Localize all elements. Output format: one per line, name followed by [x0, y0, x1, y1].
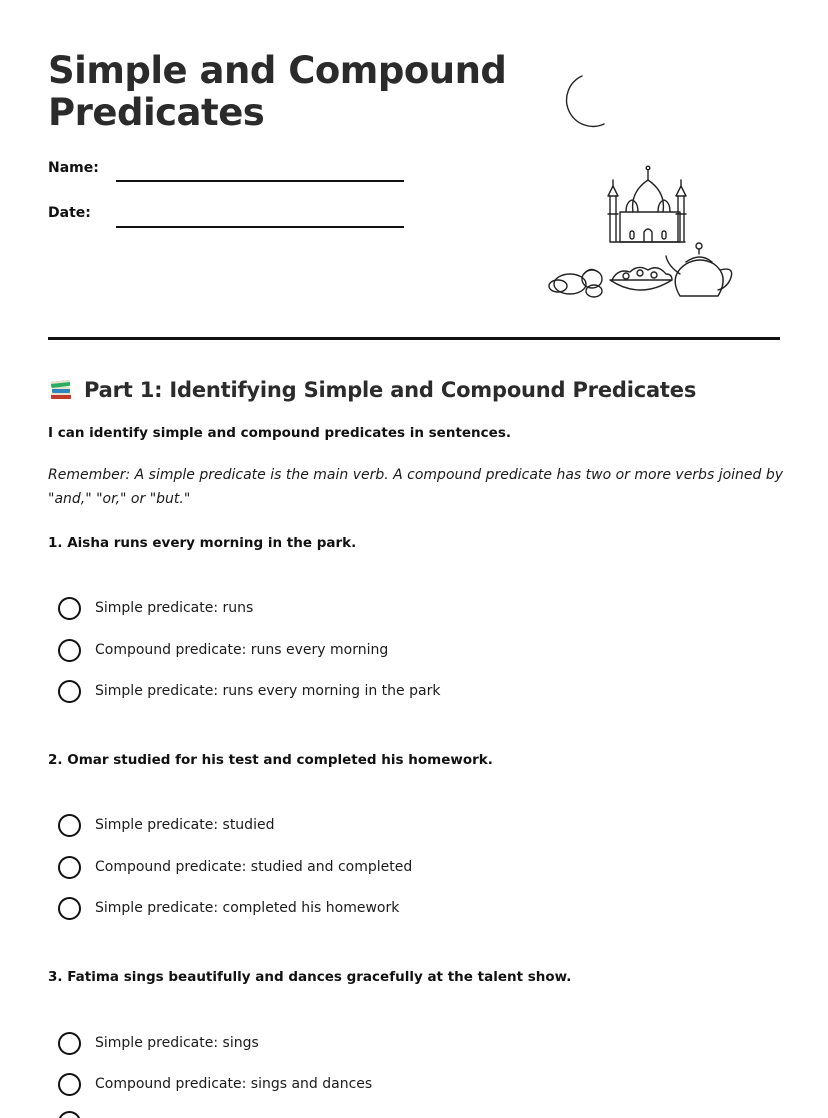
- ramadan-illustration-icon: [540, 66, 740, 306]
- option-label: Simple predicate: sings: [95, 1035, 259, 1051]
- answer-option[interactable]: [58, 1072, 372, 1096]
- answer-option[interactable]: [58, 679, 440, 703]
- radio-button[interactable]: [58, 1111, 81, 1118]
- radio-button[interactable]: [58, 680, 81, 703]
- part1-heading-text: Part 1: Identifying Simple and Compound Predicates: [84, 378, 697, 402]
- answer-option[interactable]: [58, 638, 388, 662]
- option-label: Compound predicate: sings and dances: [95, 1076, 373, 1092]
- answer-option[interactable]: [58, 813, 274, 837]
- answer-option[interactable]: [58, 855, 412, 879]
- option-label: Simple predicate: studied: [95, 817, 275, 833]
- teapot-icon: [666, 243, 732, 296]
- learning-objective: I can identify simple and compound predicates in sentences.: [48, 425, 511, 441]
- option-label: Compound predicate: studied and completed: [95, 859, 413, 875]
- remember-note: Remember: A simple predicate is the main verb. A compound predicate has two or more verbs joined by "and," "or," or "but.": [48, 467, 784, 507]
- mosque-icon: [608, 166, 686, 242]
- radio-button[interactable]: [58, 897, 81, 920]
- dates-fruit-icon: [549, 269, 602, 297]
- crescent-moon-icon: [567, 76, 604, 126]
- radio-button[interactable]: [58, 639, 81, 662]
- answer-option-partial[interactable]: [58, 1110, 81, 1118]
- radio-button[interactable]: [58, 856, 81, 879]
- answer-option[interactable]: [58, 1031, 259, 1055]
- worksheet-title: Simple and Compound Predicates: [48, 49, 507, 134]
- part1-heading: [48, 374, 696, 406]
- option-label: Compound predicate: runs every morning: [95, 642, 389, 658]
- date-input-line[interactable]: [116, 226, 404, 228]
- name-label: Name:: [48, 160, 99, 176]
- question-prompt: 3. Fatima sings beautifully and dances gracefully at the talent show.: [48, 969, 572, 985]
- answer-option[interactable]: [58, 596, 253, 620]
- question-prompt: 2. Omar studied for his test and completed his homework.: [48, 752, 493, 768]
- option-label: Simple predicate: runs: [95, 600, 254, 616]
- radio-button[interactable]: [58, 814, 81, 837]
- option-label: Simple predicate: completed his homework: [95, 900, 400, 916]
- date-label: Date:: [48, 205, 91, 221]
- answer-option[interactable]: [58, 896, 399, 920]
- name-input-line[interactable]: [116, 180, 404, 182]
- radio-button[interactable]: [58, 597, 81, 620]
- radio-button[interactable]: [58, 1073, 81, 1096]
- books-icon: [48, 377, 74, 403]
- question-prompt: 1. Aisha runs every morning in the park.: [48, 535, 357, 551]
- radio-button[interactable]: [58, 1032, 81, 1055]
- section-divider: [48, 337, 780, 340]
- bowl-icon: [610, 267, 672, 290]
- option-label: Simple predicate: runs every morning in the park: [95, 683, 441, 699]
